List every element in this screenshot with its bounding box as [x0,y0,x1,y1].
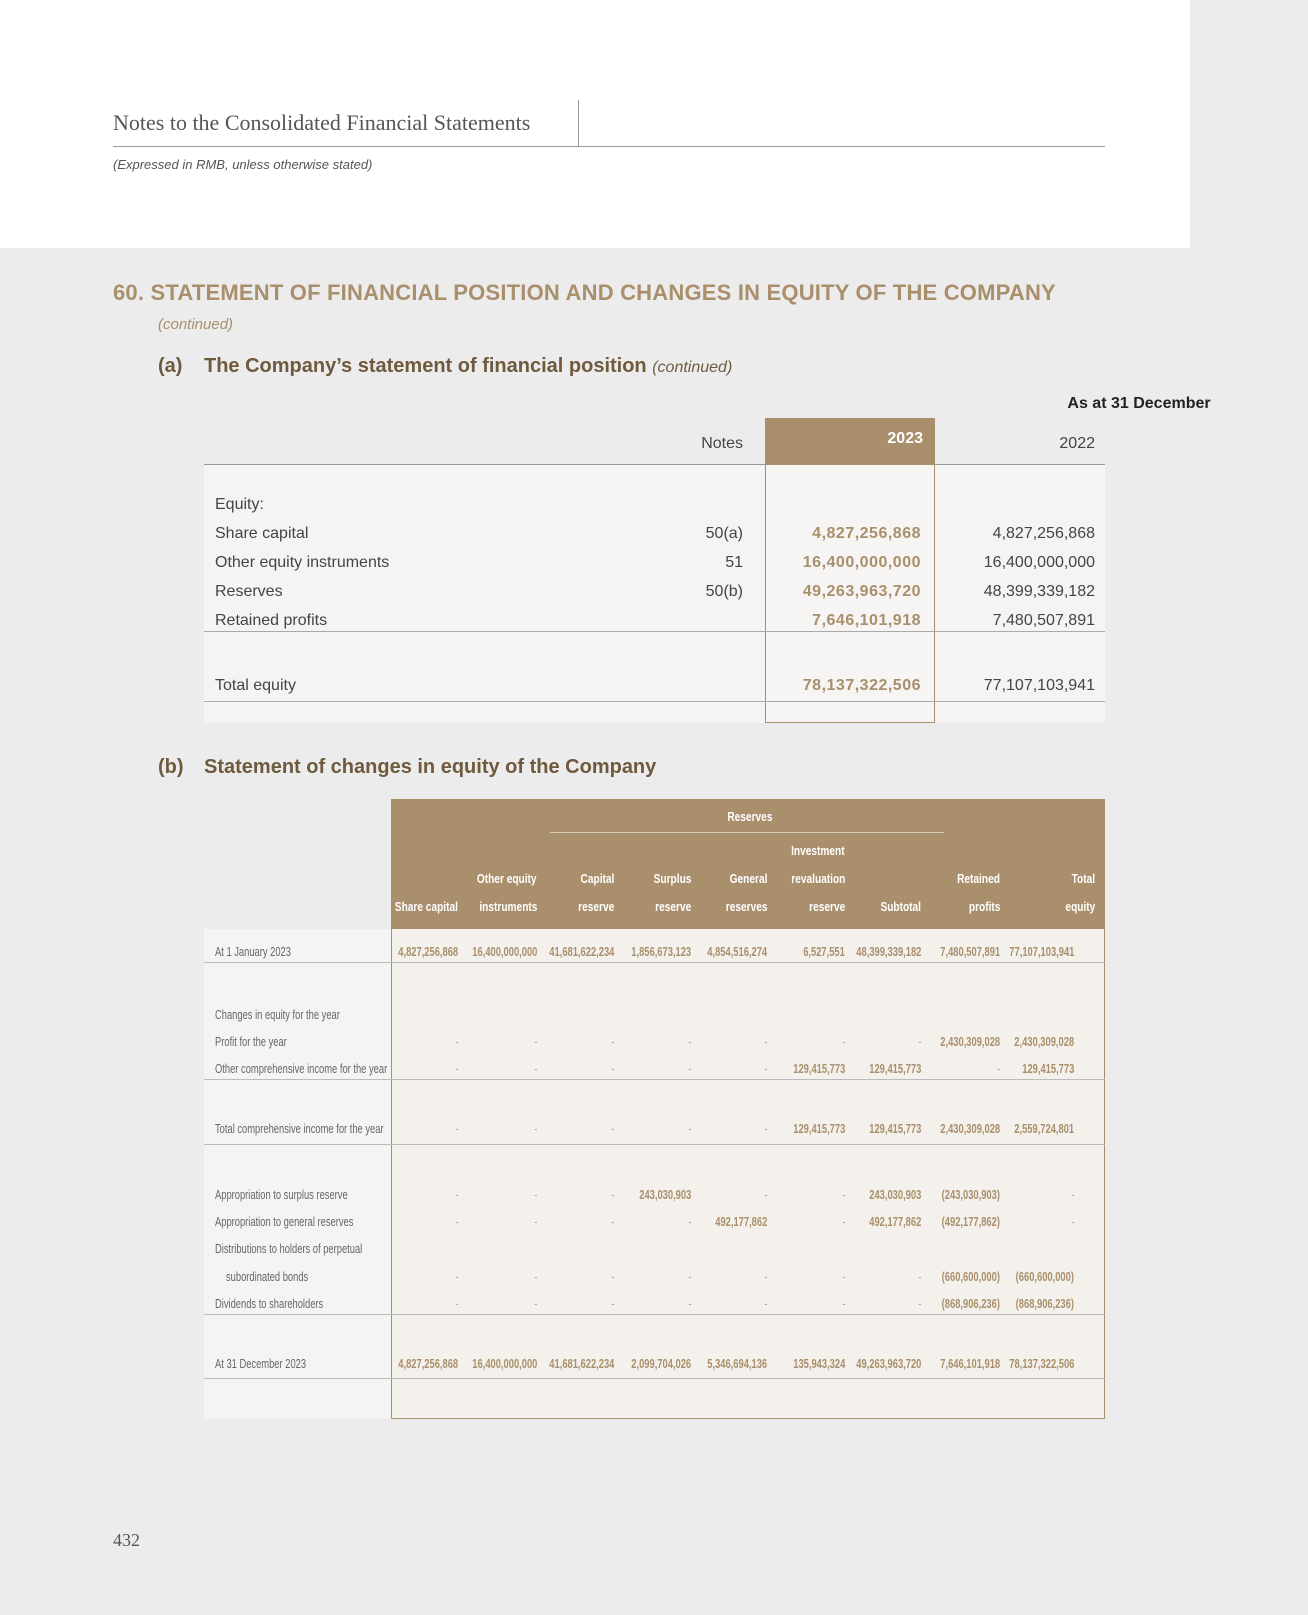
row-label: At 1 January 2023 [215,944,291,959]
cell-value: - [687,1269,691,1284]
cell-value: (868,906,236) [941,1296,1000,1311]
cell-value: 2,099,704,026 [631,1356,691,1371]
notes-header: Notes [701,435,743,452]
table-row [204,1001,1105,1028]
reserves-group-header: Reserves [727,809,773,824]
table-row [204,1181,1105,1208]
page-number: 432 [113,1530,140,1550]
year-2023-header: 2023 [765,418,935,465]
table-row [204,1350,1105,1377]
row-label: Appropriation to general reserves [215,1214,354,1229]
cell-value: 2,430,309,028 [940,1034,1000,1049]
cell-value: 6,527,551 [803,944,845,959]
table-header-row [204,423,1105,465]
column-header-line1: Other equity [477,871,537,886]
row-label: Share capital [215,525,309,542]
row-note: 50(b) [705,583,743,600]
subsection-b-heading [158,756,656,779]
cell-value: 2,430,309,028 [940,1121,1000,1136]
row-label: Profit for the year [215,1034,287,1049]
cell-value: - [610,1269,614,1284]
changes-in-equity-table [204,799,1105,1419]
cell-value: 41,681,622,234 [548,1356,614,1371]
column-header-line1: Retained [957,871,1000,886]
column-header-line2: instruments [478,899,537,914]
table-body [204,465,1105,723]
cell-value: 129,415,773 [792,1121,845,1136]
section-title: 60. STATEMENT OF FINANCIAL POSITION AND CHANGES IN EQUITY OF THE COMPANY [113,280,1056,305]
value-2023: 4,827,256,868 [812,525,921,542]
value-2023: 16,400,000,000 [802,554,921,571]
table-row [204,1208,1105,1235]
cell-value: - [687,1034,691,1049]
cell-value: - [533,1187,537,1202]
cell-value: 78,137,322,506 [1008,1356,1074,1371]
row-label: Distributions to holders of perpetual [215,1241,363,1256]
value-2023: 78,137,322,506 [802,677,921,694]
row-note: 50(a) [705,525,743,542]
cell-value: - [763,1296,767,1311]
table-row [204,1055,1105,1082]
row-label: Other equity instruments [215,554,390,571]
running-header-title: Notes to the Consolidated Financial Statements [113,110,531,135]
header-rule [113,146,1105,147]
table-row [204,1028,1105,1055]
cell-value: 77,107,103,941 [1008,944,1074,959]
currency-note: (Expressed in RMB, unless otherwise stated) [113,157,373,172]
cell-value: - [687,1061,691,1076]
cell-value: - [917,1296,921,1311]
table-row [204,1263,1105,1290]
row-label: subordinated bonds [226,1269,309,1284]
column-header-line2: Share capital [394,899,458,914]
cell-value: - [454,1269,458,1284]
cell-value: - [454,1296,458,1311]
value-2022: 7,480,507,891 [992,612,1095,629]
cell-value: - [917,1034,921,1049]
cell-value: 129,415,773 [792,1061,845,1076]
cell-value: 4,854,516,274 [707,944,767,959]
subsection-continued: (continued) [652,359,733,376]
cell-value: - [841,1214,845,1229]
row-label: Dividends to shareholders [215,1296,324,1311]
column-header-line2: equity [1065,899,1095,914]
table-row [204,578,1105,608]
cell-value: - [841,1034,845,1049]
column-header-line2: profits [968,899,1000,914]
cell-value: - [610,1296,614,1311]
column-header-line2: Subtotal [880,899,921,914]
table-row [204,938,1105,965]
value-2023: 49,263,963,720 [802,583,921,600]
cell-value: - [454,1034,458,1049]
column-header-line1: General [729,871,767,886]
cell-value: - [610,1061,614,1076]
table-row [204,1235,1105,1262]
table-row [204,491,1105,521]
cell-value: 129,415,773 [868,1121,921,1136]
cell-value: - [533,1034,537,1049]
cell-value: - [841,1296,845,1311]
column-header-line1: Capital [580,871,614,886]
cell-value: 16,400,000,000 [471,1356,537,1371]
subsection-label: (a) [158,355,183,377]
column-header-line2: reserve [577,899,614,914]
cell-value: - [763,1061,767,1076]
cell-value: - [841,1269,845,1284]
cell-value: - [533,1121,537,1136]
cell-value: - [1070,1214,1074,1229]
cell-value: (243,030,903) [941,1187,1000,1202]
cell-value: - [533,1061,537,1076]
cell-value: 243,030,903 [638,1187,691,1202]
row-label: Equity: [215,496,264,513]
table-header [391,799,1105,929]
section-continued: (continued) [158,316,234,333]
cell-value: 41,681,622,234 [548,944,614,959]
row-label: Retained profits [215,612,328,629]
value-2022: 16,400,000,000 [983,554,1095,571]
cell-value: 5,346,694,136 [707,1356,767,1371]
cell-value: (492,177,862) [941,1214,1000,1229]
cell-value: 2,559,724,801 [1014,1121,1074,1136]
table-row [204,520,1105,550]
subsection-title: The Company’s statement of financial position [204,355,647,377]
subsection-label: (b) [158,756,184,778]
row-label: Reserves [215,583,283,600]
subsection-a-heading [158,355,732,378]
cell-value: 7,480,507,891 [940,944,1000,959]
table-row [204,549,1105,579]
cell-value: 16,400,000,000 [471,944,537,959]
cell-value: 2,430,309,028 [1014,1034,1074,1049]
cell-value: (660,600,000) [1015,1269,1074,1284]
row-label: At 31 December 2023 [215,1356,307,1371]
row-label: Changes in equity for the year [215,1007,340,1022]
cell-value: - [763,1269,767,1284]
row-divider [204,1079,1105,1080]
cell-value: - [610,1034,614,1049]
row-label: Other comprehensive income for the year [215,1061,388,1076]
value-2022: 48,399,339,182 [983,583,1095,600]
cell-value: - [841,1187,845,1202]
cell-value: - [763,1034,767,1049]
cell-value: 129,415,773 [1021,1061,1074,1076]
cell-value: - [454,1214,458,1229]
row-label: Total comprehensive income for the year [215,1121,384,1136]
cell-value: - [454,1121,458,1136]
year-2022-header: 2022 [1059,435,1095,452]
row-label: Total equity [215,677,296,694]
cell-value: - [454,1187,458,1202]
column-header-line2: reserve [654,899,691,914]
header-divider [578,100,579,146]
cell-value: - [763,1187,767,1202]
table-row [204,1290,1105,1317]
row-divider [204,962,1105,963]
column-header-investment: Investment [791,843,845,858]
cell-value: 492,177,862 [714,1214,767,1229]
row-divider [204,631,1105,632]
cell-value: 243,030,903 [868,1187,921,1202]
as-at-header: As at 31 December [1067,395,1211,412]
cell-value: - [610,1187,614,1202]
row-divider [204,1144,1105,1145]
cell-value: - [763,1121,767,1136]
cell-value: 48,399,339,182 [855,944,921,959]
row-divider [204,1378,1105,1379]
reserves-group-rule [550,832,944,833]
cell-value: - [533,1269,537,1284]
table-row [204,607,1105,637]
value-2022: 4,827,256,868 [992,525,1095,542]
column-header-line2: reserves [725,899,767,914]
cell-value: - [610,1214,614,1229]
row-divider [204,701,1105,702]
cell-value: - [533,1214,537,1229]
page-header-area [0,0,1190,248]
cell-value: - [454,1061,458,1076]
cell-value: 4,827,256,868 [398,944,458,959]
row-note: 51 [725,554,743,571]
row-divider [204,1314,1105,1315]
value-2022: 77,107,103,941 [983,677,1095,694]
cell-value: - [610,1121,614,1136]
cell-value: 4,827,256,868 [398,1356,458,1371]
value-2023: 7,646,101,918 [812,612,921,629]
column-header-line1: Total [1071,871,1095,886]
cell-value: - [996,1061,1000,1076]
column-header-revaluation: revaluation [790,871,845,886]
cell-value: - [687,1214,691,1229]
table-row [204,672,1105,702]
cell-value: 492,177,862 [868,1214,921,1229]
cell-value: - [687,1121,691,1136]
cell-value: - [687,1296,691,1311]
cell-value: - [1070,1187,1074,1202]
cell-value: 135,943,324 [792,1356,845,1371]
cell-value: (660,600,000) [941,1269,1000,1284]
subsection-title: Statement of changes in equity of the Company [204,756,657,778]
column-header-line1: Surplus [653,871,691,886]
cell-value: 7,646,101,918 [940,1356,1000,1371]
cell-value: 129,415,773 [868,1061,921,1076]
cell-value: 1,856,673,123 [631,944,691,959]
column-header-line2: reserve [808,899,845,914]
cell-value: - [533,1296,537,1311]
row-label: Appropriation to surplus reserve [215,1187,348,1202]
cell-value: - [917,1269,921,1284]
table-row [204,1115,1105,1142]
cell-value: (868,906,236) [1015,1296,1074,1311]
cell-value: 49,263,963,720 [855,1356,921,1371]
